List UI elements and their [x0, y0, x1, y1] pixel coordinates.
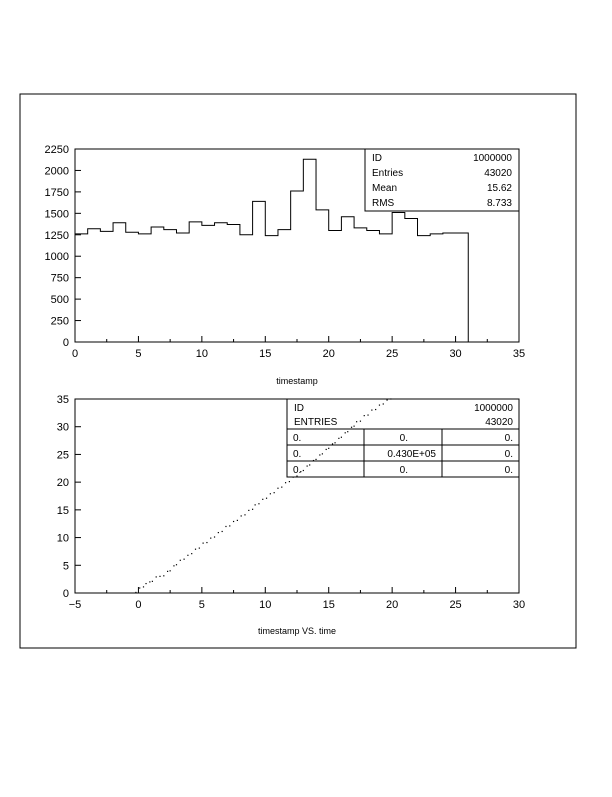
- y-tick-label: 1750: [44, 186, 69, 199]
- scatter-panel: [57, 394, 525, 636]
- scatter-point: [307, 465, 308, 466]
- scatter-point: [334, 442, 335, 443]
- scatter-point: [375, 409, 376, 410]
- scatter-point: [206, 542, 207, 543]
- scatter-point: [187, 555, 188, 556]
- y-tick-label: 0: [62, 337, 69, 349]
- scatter-point: [195, 549, 196, 550]
- y-tick-label: 35: [56, 394, 69, 406]
- scatter-point: [326, 449, 327, 450]
- scatter-point: [379, 404, 380, 405]
- stats-label-entries: Entries: [372, 168, 404, 179]
- scatter-point: [347, 431, 348, 432]
- x-tick-label: 35: [512, 348, 526, 360]
- scatter-point: [309, 464, 310, 465]
- scatter-point: [266, 498, 267, 499]
- stats-label-mean: Mean: [372, 183, 398, 194]
- x-tick-label: 15: [259, 348, 272, 360]
- scatter-stats-value-entries: 43020: [485, 417, 513, 428]
- x-tick-label: 10: [195, 348, 208, 360]
- scatter-point: [367, 414, 368, 415]
- scatter-point: [222, 531, 223, 532]
- scatter-stats-cell: 0.: [293, 449, 302, 460]
- scatter-point: [183, 559, 184, 560]
- scatter-stats-label-id: ID: [294, 403, 304, 414]
- y-tick-label: 25: [56, 449, 69, 462]
- scatter-point: [214, 536, 215, 537]
- scatter-point: [341, 437, 342, 438]
- y-tick-label: 10: [56, 532, 69, 545]
- y-tick-label: 15: [56, 504, 69, 517]
- y-tick-label: 2250: [44, 144, 69, 156]
- scatter-point: [262, 499, 263, 500]
- x-tick-label: 5: [135, 348, 142, 360]
- scatter-point: [322, 453, 323, 454]
- scatter-axes-frame: [75, 399, 519, 593]
- scatter-point: [233, 521, 234, 522]
- scatter-stats-box: [287, 399, 519, 477]
- scatter-point: [270, 493, 271, 494]
- y-tick-label: 30: [56, 421, 69, 434]
- x-tick-label: 30: [512, 599, 526, 611]
- scatter-point: [351, 427, 352, 428]
- scatter-point: [285, 482, 286, 483]
- scatter-point: [258, 503, 259, 504]
- stats-label-id: ID: [372, 153, 382, 164]
- scatter-stats-cell: 0.: [399, 433, 408, 444]
- scatter-point: [315, 459, 316, 460]
- x-tick-label: 20: [386, 599, 399, 611]
- scatter-stats-cell: 0.: [504, 449, 513, 460]
- y-tick-label: 1500: [44, 208, 69, 221]
- scatter-stats-cell: 0.430E+05: [387, 449, 436, 460]
- y-tick-label: 1250: [44, 229, 69, 242]
- scatter-stats-label-entries: ENTRIES: [294, 417, 338, 428]
- x-tick-label: 25: [449, 599, 462, 611]
- scatter-point: [328, 448, 329, 449]
- stats-label-rms: RMS: [372, 198, 395, 209]
- scatter-point: [229, 525, 230, 526]
- scatter-point: [277, 488, 278, 489]
- scatter-point: [173, 565, 174, 566]
- y-tick-label: 0: [62, 588, 69, 600]
- stats-value-entries: 43020: [484, 168, 512, 179]
- y-tick-label: 1000: [44, 251, 69, 264]
- scatter-points: [135, 398, 391, 593]
- stats-value-rms: 8.733: [486, 198, 512, 209]
- x-tick-label: 25: [386, 348, 399, 360]
- x-tick-label: 0: [135, 599, 142, 611]
- scatter-point: [353, 426, 354, 427]
- histogram-stats-box: [365, 149, 519, 211]
- scatter-stats-cell: 0.: [399, 465, 408, 476]
- scatter-stats-cell: 0.: [504, 465, 513, 476]
- scatter-point: [225, 526, 226, 527]
- x-tick-label: 10: [259, 599, 272, 611]
- scatter-point: [244, 514, 245, 515]
- scatter-point: [156, 576, 157, 577]
- y-tick-label: 750: [50, 272, 69, 285]
- scatter-point: [170, 570, 171, 571]
- scatter-point: [386, 400, 387, 401]
- scatter-x-axis-label: timestamp VS. time: [257, 626, 337, 636]
- scatter-point: [180, 560, 181, 561]
- scatter-point: [149, 581, 150, 582]
- scatter-point: [199, 548, 200, 549]
- x-tick-label: 0: [71, 348, 79, 360]
- scatter-stats-cell: 0.: [293, 433, 302, 444]
- scatter-point: [145, 583, 146, 584]
- scatter-point: [371, 409, 372, 410]
- scatter-point: [163, 575, 164, 576]
- scatter-point: [237, 520, 238, 521]
- scatter-point: [274, 492, 275, 493]
- y-tick-label: 250: [50, 315, 69, 328]
- y-tick-label: 500: [50, 294, 69, 307]
- scatter-point: [248, 510, 249, 511]
- scatter-point: [252, 509, 253, 510]
- scatter-point: [360, 421, 361, 422]
- scatter-point: [332, 443, 333, 444]
- scatter-point: [191, 553, 192, 554]
- scatter-stats-cell: 0.: [504, 433, 513, 444]
- scatter-point: [241, 515, 242, 516]
- x-tick-label: 20: [322, 348, 335, 360]
- scatter-point: [383, 403, 384, 404]
- y-tick-label: 20: [56, 477, 69, 490]
- scatter-point: [143, 586, 144, 587]
- y-tick-label: 5: [62, 560, 69, 573]
- scatter-point: [345, 432, 346, 433]
- scatter-point: [159, 576, 160, 577]
- histogram-panel: [45, 144, 526, 386]
- stats-value-mean: 15.62: [486, 183, 512, 194]
- scatter-stats-cell: 0.: [293, 465, 302, 476]
- stats-value-id: 1000000: [473, 153, 512, 164]
- scatter-stats-value-id: 1000000: [474, 403, 513, 414]
- scatter-point: [303, 470, 304, 471]
- scatter-point: [210, 538, 211, 539]
- scatter-point: [139, 587, 140, 588]
- x-tick-label: 15: [322, 599, 335, 611]
- scatter-point: [356, 421, 357, 422]
- scatter-point: [203, 543, 204, 544]
- x-tick-label: 30: [449, 348, 462, 360]
- histogram-x-axis-label: timestamp: [276, 376, 318, 386]
- scatter-point: [338, 438, 339, 439]
- scatter-point: [176, 564, 177, 565]
- scatter-point: [289, 481, 290, 482]
- scatter-point: [281, 487, 282, 488]
- x-tick-label: 5: [198, 599, 205, 611]
- x-tick-label: −5: [68, 599, 82, 611]
- scatter-point: [255, 504, 256, 505]
- scatter-ticks: [57, 394, 525, 611]
- scatter-point: [364, 415, 365, 416]
- scatter-point: [167, 571, 168, 572]
- scatter-point: [218, 532, 219, 533]
- y-tick-label: 2000: [44, 165, 69, 178]
- scatter-point: [152, 581, 153, 582]
- scatter-point: [319, 454, 320, 455]
- scatter-point: [135, 592, 136, 593]
